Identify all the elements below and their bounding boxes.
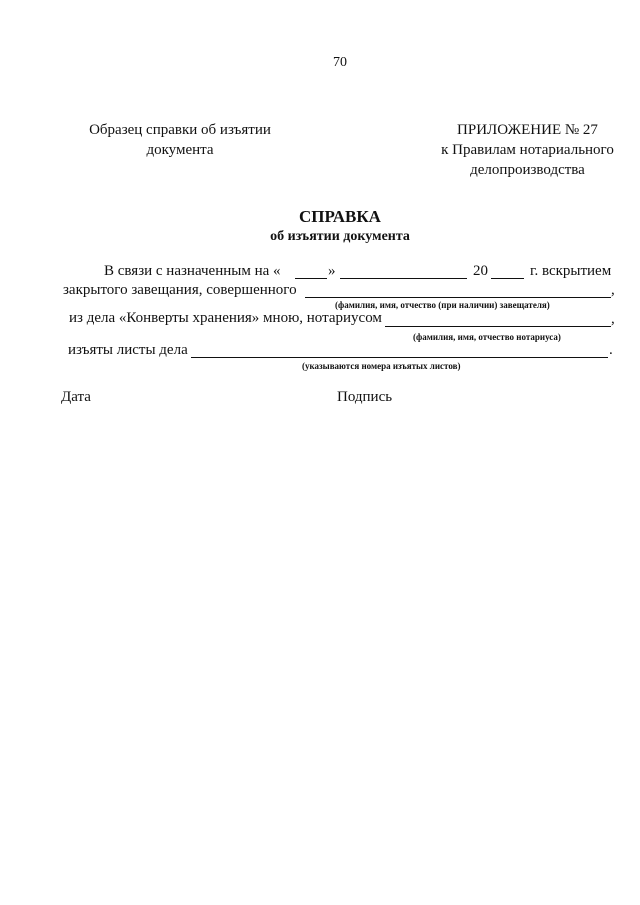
notary-blank — [385, 326, 611, 327]
sheets-caption: (указываются номера изъятых листов) — [302, 361, 461, 371]
line1-start: В связи с назначенным на « — [104, 263, 281, 279]
left-caption-line-1: Образец справки об изъятии — [89, 122, 271, 138]
year-blank — [491, 278, 524, 279]
appendix-line-3: делопроизводства — [470, 162, 585, 178]
month-blank — [340, 278, 467, 279]
left-caption-line-2: документа — [146, 142, 214, 158]
appendix-header — [415, 120, 640, 180]
line3-comma: , — [611, 311, 615, 327]
notary-caption: (фамилия, имя, отчество нотариуса) — [413, 332, 561, 342]
testator-caption: (фамилия, имя, отчество (при наличии) завещателя) — [335, 300, 550, 310]
day-blank — [295, 278, 327, 279]
sheets-blank — [191, 357, 608, 358]
document-title: СПРАВКА — [299, 207, 381, 226]
line1-quote-close: » — [328, 263, 336, 279]
page-number: 70 — [333, 55, 347, 70]
signature-label: Подпись — [337, 389, 393, 405]
testator-blank — [305, 297, 611, 298]
line4-text: изъяты листы дела — [68, 342, 188, 358]
line3-text: из дела «Конверты хранения» мною, нотариусом — [69, 310, 382, 326]
line4-period: . — [609, 342, 613, 358]
line1-year-prefix: 20 — [473, 263, 488, 279]
appendix-line-2: к Правилам нотариального — [441, 142, 614, 158]
document-sample-caption — [60, 120, 300, 160]
appendix-line-1: ПРИЛОЖЕНИЕ № 27 — [457, 122, 598, 138]
line2-text: закрытого завещания, совершенного — [63, 282, 297, 298]
line2-comma: , — [611, 282, 615, 298]
date-label: Дата — [61, 389, 91, 405]
line1-end: г. вскрытием — [530, 263, 612, 279]
document-subtitle: об изъятии документа — [270, 229, 410, 244]
